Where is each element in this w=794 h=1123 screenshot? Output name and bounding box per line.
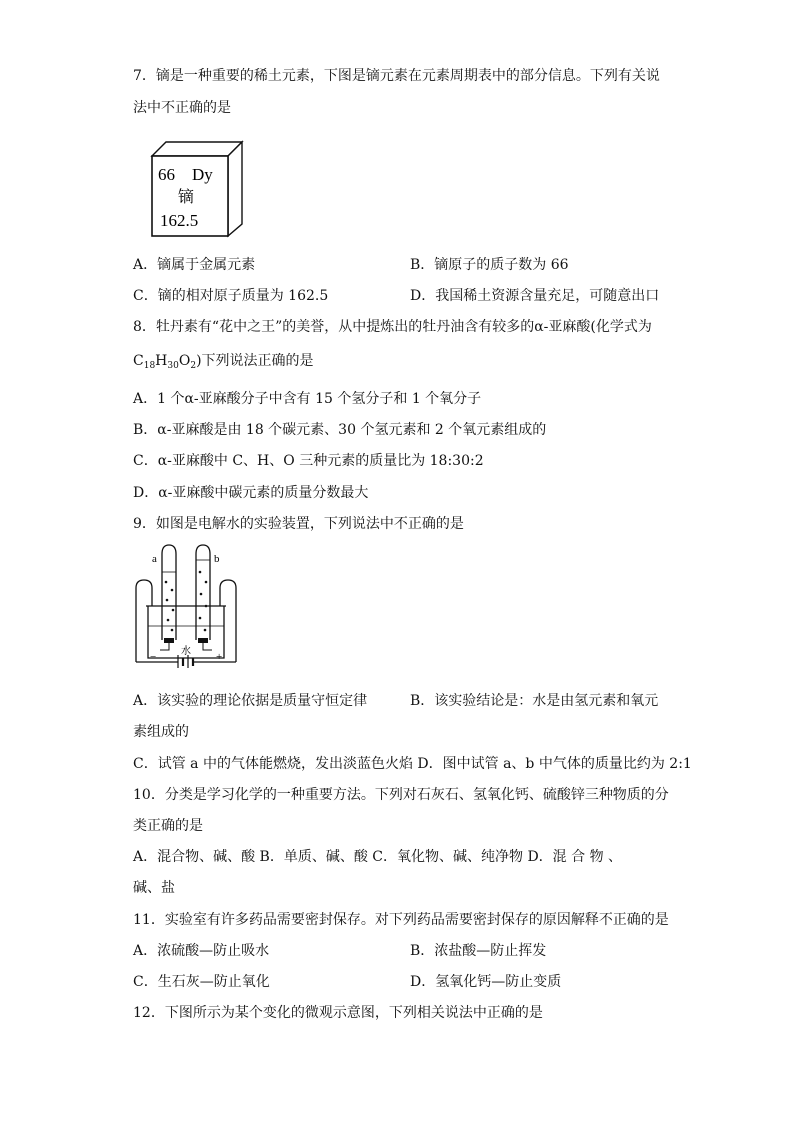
q11-option-b: B．浓盐酸—防止挥发 xyxy=(410,943,547,959)
q12-stem: 12．下图所示为某个变化的微观示意图，下列相关说法中正确的是 xyxy=(133,1005,543,1021)
q11-option-a: A．浓硫酸—防止吸水 xyxy=(133,943,270,959)
q10-options: A．混合物、碱、酸 B．单质、碱、酸 C．氧化物、碱、纯净物 D．混 合 物 、 xyxy=(133,849,623,865)
q8-option-c: C．α-亚麻酸中 C、H、O 三种元素的质量比为 18:30:2 xyxy=(133,453,484,469)
q9-option-b-cont: 素组成的 xyxy=(133,724,189,740)
q7-option-b: B．镝原子的质子数为 66 xyxy=(410,257,569,273)
q11-stem: 11．实验室有许多药品需要密封保存。对下列药品需要密封保存的原因解释不正确的是 xyxy=(133,912,669,928)
q7-stem-line2: 法中不正确的是 xyxy=(133,100,231,116)
q7-stem-line1: 7．镝是一种重要的稀土元素，下图是镝元素在元素周期表中的部分信息。下列有关说 xyxy=(133,68,660,84)
q7-option-a: A．镝属于金属元素 xyxy=(133,257,256,273)
q8-option-a: A．1 个α-亚麻酸分子中含有 15 个氢分子和 1 个氧分子 xyxy=(133,391,482,407)
q11-option-d: D．氢氧化钙—防止变质 xyxy=(410,974,562,990)
formula-c-sub: 18 xyxy=(143,361,156,371)
element-symbol: Dy xyxy=(192,165,213,184)
minus-label: − xyxy=(150,651,157,663)
q10-options-cont: 碱、盐 xyxy=(133,880,175,896)
q8-stem-line1: 8．牡丹素有“花中之王”的美誉，从中提炼出的牡丹油含有较多的α-亚麻酸(化学式为 xyxy=(133,319,652,335)
q8-stem-tail: )下列说法正确的是 xyxy=(196,353,314,369)
formula-h: H xyxy=(155,353,168,369)
formula-c: C xyxy=(133,353,144,369)
q7-option-d: D．我国稀土资源含量充足，可随意出口 xyxy=(410,288,660,304)
q9-option-b: B．该实验结论是：水是由氢元素和氧元 xyxy=(410,693,659,709)
formula-h-sub: 30 xyxy=(167,361,179,371)
formula-o: O xyxy=(178,353,191,369)
element-name: 镝 xyxy=(178,187,195,206)
q8-option-d: D．α-亚麻酸中碳元素的质量分数最大 xyxy=(133,485,369,501)
q10-stem-line2: 类正确的是 xyxy=(133,818,203,834)
q7-option-c: C．镝的相对原子质量为 162.5 xyxy=(133,288,329,304)
dysprosium-element-card xyxy=(146,138,244,238)
q8-stem-line2 xyxy=(133,352,314,375)
q10-stem-line1: 10．分类是学习化学的一种重要方法。下列对石灰石、氢氧化钙、硫酸锌三种物质的分 xyxy=(133,787,669,803)
q8-option-b: B．α-亚麻酸是由 18 个碳元素、30 个氢元素和 2 个氧元素组成的 xyxy=(133,422,547,438)
water-label: 水 xyxy=(181,646,191,657)
formula-o-sub: 2 xyxy=(190,361,197,371)
plus-label: + xyxy=(216,651,223,663)
element-mass: 162.5 xyxy=(160,211,199,230)
q11-option-c: C．生石灰—防止氧化 xyxy=(133,974,270,990)
tube-b-label: b xyxy=(214,553,220,565)
q9-option-a: A．该实验的理论依据是质量守恒定律 xyxy=(133,693,368,709)
q9-options-cd: C．试管 a 中的气体能燃烧，发出淡蓝色火焰 D．图中试管 a、b 中气体的质量比约为 2:1 xyxy=(133,756,692,772)
element-number: 66 xyxy=(158,165,175,184)
q9-stem: 9．如图是电解水的实验装置，下列说法中不正确的是 xyxy=(133,516,464,532)
tube-a-label: a xyxy=(152,553,157,565)
electrolysis-apparatus-diagram xyxy=(130,542,242,668)
